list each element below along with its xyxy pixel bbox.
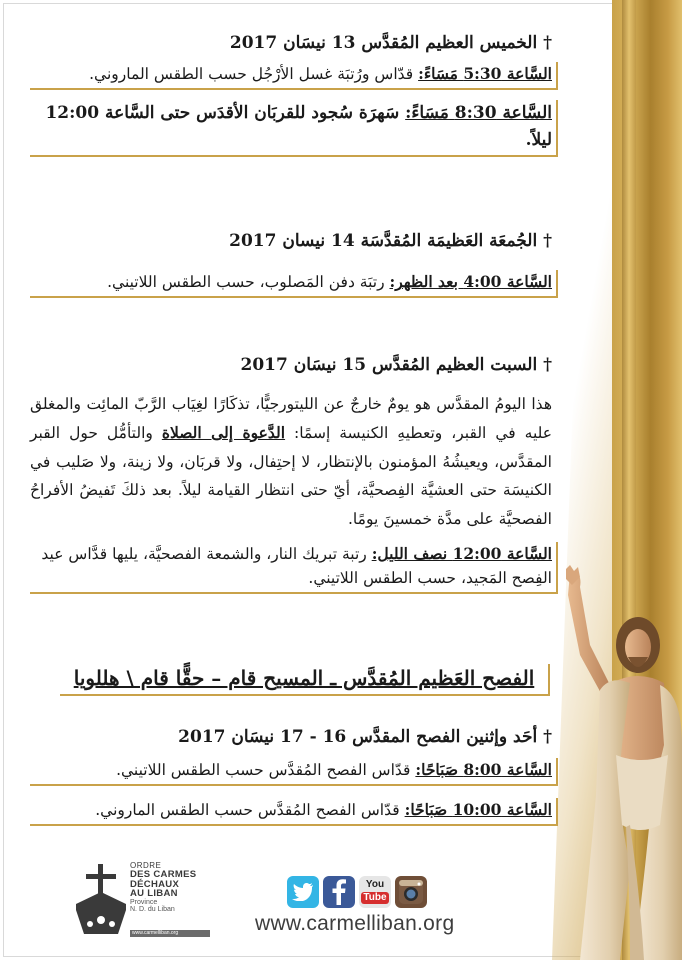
saturday-paragraph bbox=[30, 390, 558, 533]
saturday-line-1 bbox=[30, 542, 558, 594]
facebook-icon[interactable] bbox=[323, 876, 355, 908]
logo-province: Province bbox=[130, 898, 158, 906]
thursday-text-2: سَهرَة سُجود للقربَان الأقدَس حتى السَّاعة 12:00 ليلاً. bbox=[45, 103, 552, 150]
friday-time-1: السَّاعة 4:00 بعد الظهر: bbox=[389, 272, 552, 292]
easter-line-1 bbox=[30, 758, 558, 786]
friday-heading: † الجُمعَة العَظيمَة المُقدَّسَة 14 نيسان 2017 bbox=[229, 231, 552, 251]
easter-section bbox=[30, 724, 558, 826]
saturday-text-1: رتبة تبريك النار، والشمعة الفصحيَّة، يليها قدَّاس عيد الفِصح المَجيد، حسب الطقس اللاتيني. bbox=[41, 544, 552, 587]
twitter-icon[interactable] bbox=[287, 876, 319, 908]
friday-section bbox=[30, 228, 558, 298]
thursday-section bbox=[30, 30, 558, 157]
easter-heading: † أحَد وإثنين الفصح المقدَّس 16 - 17 نيسَان 2017 bbox=[178, 727, 552, 747]
easter-line-2 bbox=[30, 798, 558, 826]
logo-text bbox=[130, 862, 220, 913]
easter-text-2: قدّاس الفصح المُقدَّس حسب الطقس الماروني. bbox=[95, 801, 405, 820]
thursday-line-2 bbox=[30, 100, 558, 157]
saturday-highlight: الدَّعوة إلى الصلاة bbox=[161, 423, 286, 443]
social-icons bbox=[287, 876, 427, 910]
thursday-heading: † الخميس العظيم المُقدَّس 13 نيسَان 2017 bbox=[229, 33, 552, 53]
easter-time-2: السَّاعة 10:00 صَبَاحًا: bbox=[404, 800, 552, 820]
friday-text-1: رتبَة دفن المَصلوب، حسب الطقس اللاتيني. bbox=[107, 273, 390, 292]
friday-line-1 bbox=[30, 270, 558, 298]
easter-title: الفصح العَظيم المُقدَّس ـ المسيح قام – حقًّا قام \ هللويا bbox=[60, 664, 550, 696]
saturday-section bbox=[30, 352, 558, 594]
website-url[interactable]: www.carmelliban.org bbox=[255, 912, 455, 935]
saturday-heading: † السبت العظيم المُقدَّس 15 نيسَان 2017 bbox=[240, 355, 552, 375]
logo-nd: N. D. du Liban bbox=[130, 905, 175, 913]
youtube-icon[interactable] bbox=[359, 876, 391, 908]
logo-strip: www.carmelliban.org bbox=[130, 930, 210, 937]
logo-line-2: DÉCHAUX bbox=[130, 878, 180, 890]
logo-ordre: ORDRE bbox=[130, 861, 162, 870]
thursday-time-2: السَّاعة 8:30 مَسَاءً: bbox=[405, 103, 552, 124]
thursday-time-1: السَّاعة 5:30 مَسَاءً: bbox=[418, 64, 552, 84]
saturday-para-b: والتأمُّل حول القبر المقدَّس، ويعيشُهُ المؤمنون بالإنتظار، لا إحتِفال، ولا قربَان، ولا زينة، ولا صَليب في الكنيسَة حتى العشيَّة الفِصحيَّة، أيّ حتى انتظار القيامة ليلاً. بعد ذلكَ تَفيضُ الأفراحُ الفصحيَّة على مدَّة خمسينَ يومًا. bbox=[30, 424, 552, 529]
saturday-para-a: هذا اليومُ المقدَّس هو يومٌ خارجٌ عن الليتورجيًّا، تذكَارًا لغِيَاب الرَّبّ المائِت والمغلق عليه في القبر، وتعطيهِ الكنيسة إسمًا: bbox=[30, 395, 553, 443]
youtube-top-label: You bbox=[365, 879, 385, 890]
carmelite-logo bbox=[72, 862, 212, 942]
easter-text-1: قدّاس الفصح المُقدَّس حسب الطقس اللاتيني. bbox=[116, 761, 416, 780]
logo-line-3: AU LIBAN bbox=[130, 888, 178, 899]
easter-time-1: السَّاعة 8:00 صَبَاحًا: bbox=[415, 760, 552, 780]
thursday-text-1: قدّاس ورُتبَة غسل الأرْجُل حسب الطقس الماروني. bbox=[89, 65, 419, 84]
instagram-icon[interactable] bbox=[395, 876, 427, 908]
logo-line-1: DES CARMES bbox=[130, 869, 197, 880]
thursday-line-1 bbox=[30, 62, 558, 90]
carmel-cross-icon bbox=[72, 862, 130, 940]
youtube-bottom-label: Tube bbox=[363, 892, 387, 903]
saturday-time-1: السَّاعة 12:00 نصف الليل: bbox=[371, 543, 552, 563]
risen-christ-image bbox=[560, 565, 682, 960]
